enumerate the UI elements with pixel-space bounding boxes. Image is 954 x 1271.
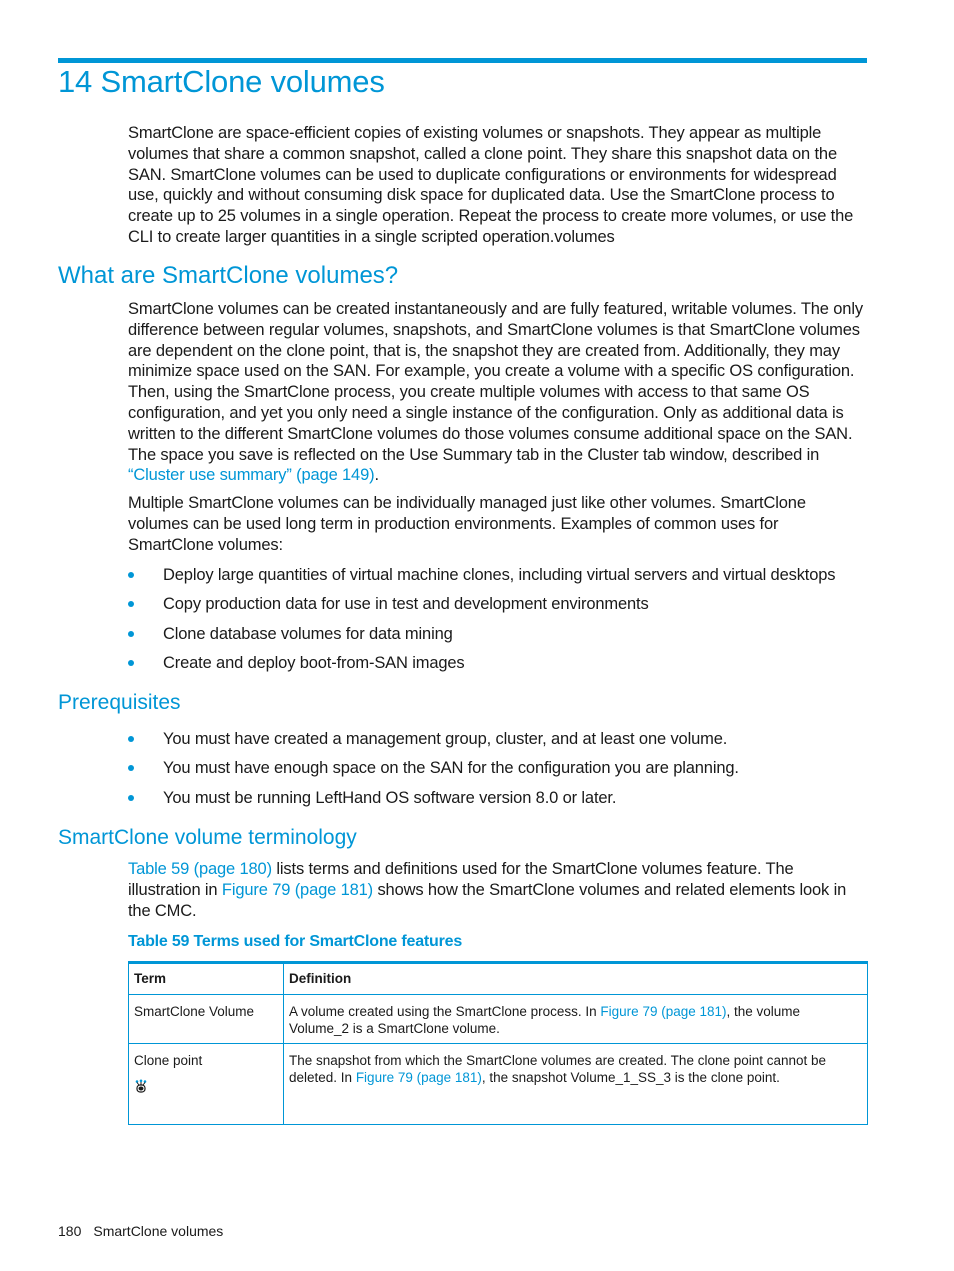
term-cell [129,1044,284,1125]
chapter-rule [58,58,867,63]
figure-79-link[interactable]: Figure 79 (page 181) [600,1004,727,1019]
list-item: Copy production data for use in test and development environments [128,594,868,615]
terms-table [128,961,868,1125]
list-item: You must be running LeftHand OS software version 8.0 or later. [128,788,868,809]
term-cell: SmartClone Volume [129,995,284,1044]
list-item: Clone database volumes for data mining [128,624,868,645]
bullet-icon [128,601,134,607]
clone-point-icon [134,1079,148,1093]
table-row [129,995,868,1044]
column-header-term: Term [129,963,284,995]
table-caption: Table 59 Terms used for SmartClone features [128,933,463,950]
section-heading-prerequisites: Prerequisites [58,691,181,714]
table-row [129,1044,868,1125]
footer-label: SmartClone volumes [93,1223,224,1239]
term-label: Clone point [134,1053,203,1068]
bullet-icon [128,736,134,742]
section-heading-what: What are SmartClone volumes? [58,262,399,289]
page-number: 180 [58,1223,82,1239]
list-item: Create and deploy boot-from-SAN images [128,653,868,674]
prerequisites-list [128,729,868,809]
bullet-icon [128,631,134,637]
definition-cell: The snapshot from which the SmartClone volumes are created. The clone point cannot be deleted. In Figure 79 (page 181), the snapshot Volume_1_SS_3 is the clone point. [284,1044,868,1125]
cluster-use-summary-link[interactable]: “Cluster use summary” (page 149) [128,466,375,485]
chapter-title: 14 SmartClone volumes [58,64,385,99]
what-paragraph-1 [128,299,868,486]
table-59-link[interactable]: Table 59 (page 180) [128,860,272,878]
page-footer [58,1223,223,1239]
table-header-row [129,963,868,995]
column-header-definition: Definition [284,963,868,995]
what-paragraph-1-text: SmartClone volumes can be created instantaneously and are fully featured, writable volumes. The only difference between regular volumes, snapshots, and SmartClone volumes is that SmartClone volumes are dependent on the clone point, that is, the snapshot they are created from. Additionally, they may minimize space used on the SAN. For example, you create a volume with a specific OS configuration. Then, using the SmartClone process, you create multiple volumes with access to that same OS configuration, and yet you only need a single instance of the configuration. Only as additional data is written to the different SmartClone volumes do those volumes consume additional space on the SAN. The space you save is reflected on the Use Summary tab in the Cluster tab window, described in [128,300,863,464]
bullet-icon [128,795,134,801]
intro-paragraph: SmartClone are space-efficient copies of existing volumes or snapshots. They appear as multiple volumes that share a common snapshot, called a clone point. They share this snapshot data on the SAN. SmartClone volumes can be used to duplicate configurations or environments for widespread use, quickly and without consuming disk space for duplicated data. Use the SmartClone process to create up to 25 volumes in a single operation. Repeat the process to create more volumes, or use the CLI to create larger quantities in a single scripted operation.volumes [128,124,854,246]
bullet-icon [128,660,134,666]
uses-list [128,565,868,674]
figure-79-link[interactable]: Figure 79 (page 181) [221,880,374,899]
bullet-icon [128,572,134,578]
list-item: You must have enough space on the SAN for the configuration you are planning. [128,758,868,779]
section-heading-terminology: SmartClone volume terminology [58,826,357,849]
terminology-paragraph: Table 59 (page 180) lists terms and definitions used for the SmartClone volumes feature. The illustration in Figure 79 (page 181) shows how the SmartClone volumes and related elements look in the CMC. [128,860,847,920]
list-item: Deploy large quantities of virtual machine clones, including virtual servers and virtual desktops [128,565,868,586]
what-paragraph-2: Multiple SmartClone volumes can be individually managed just like other volumes. SmartClone volumes can be used long term in production environments. Examples of common uses for SmartClone volumes: [128,494,806,554]
figure-79-link[interactable]: Figure 79 (page 181) [355,1070,482,1085]
definition-cell: A volume created using the SmartClone process. In Figure 79 (page 181), the volume Volume_2 is a SmartClone volume. [284,995,868,1044]
bullet-icon [128,765,134,771]
list-item: You must have created a management group, cluster, and at least one volume. [128,729,868,750]
what-paragraph-1-end: . [374,466,379,485]
